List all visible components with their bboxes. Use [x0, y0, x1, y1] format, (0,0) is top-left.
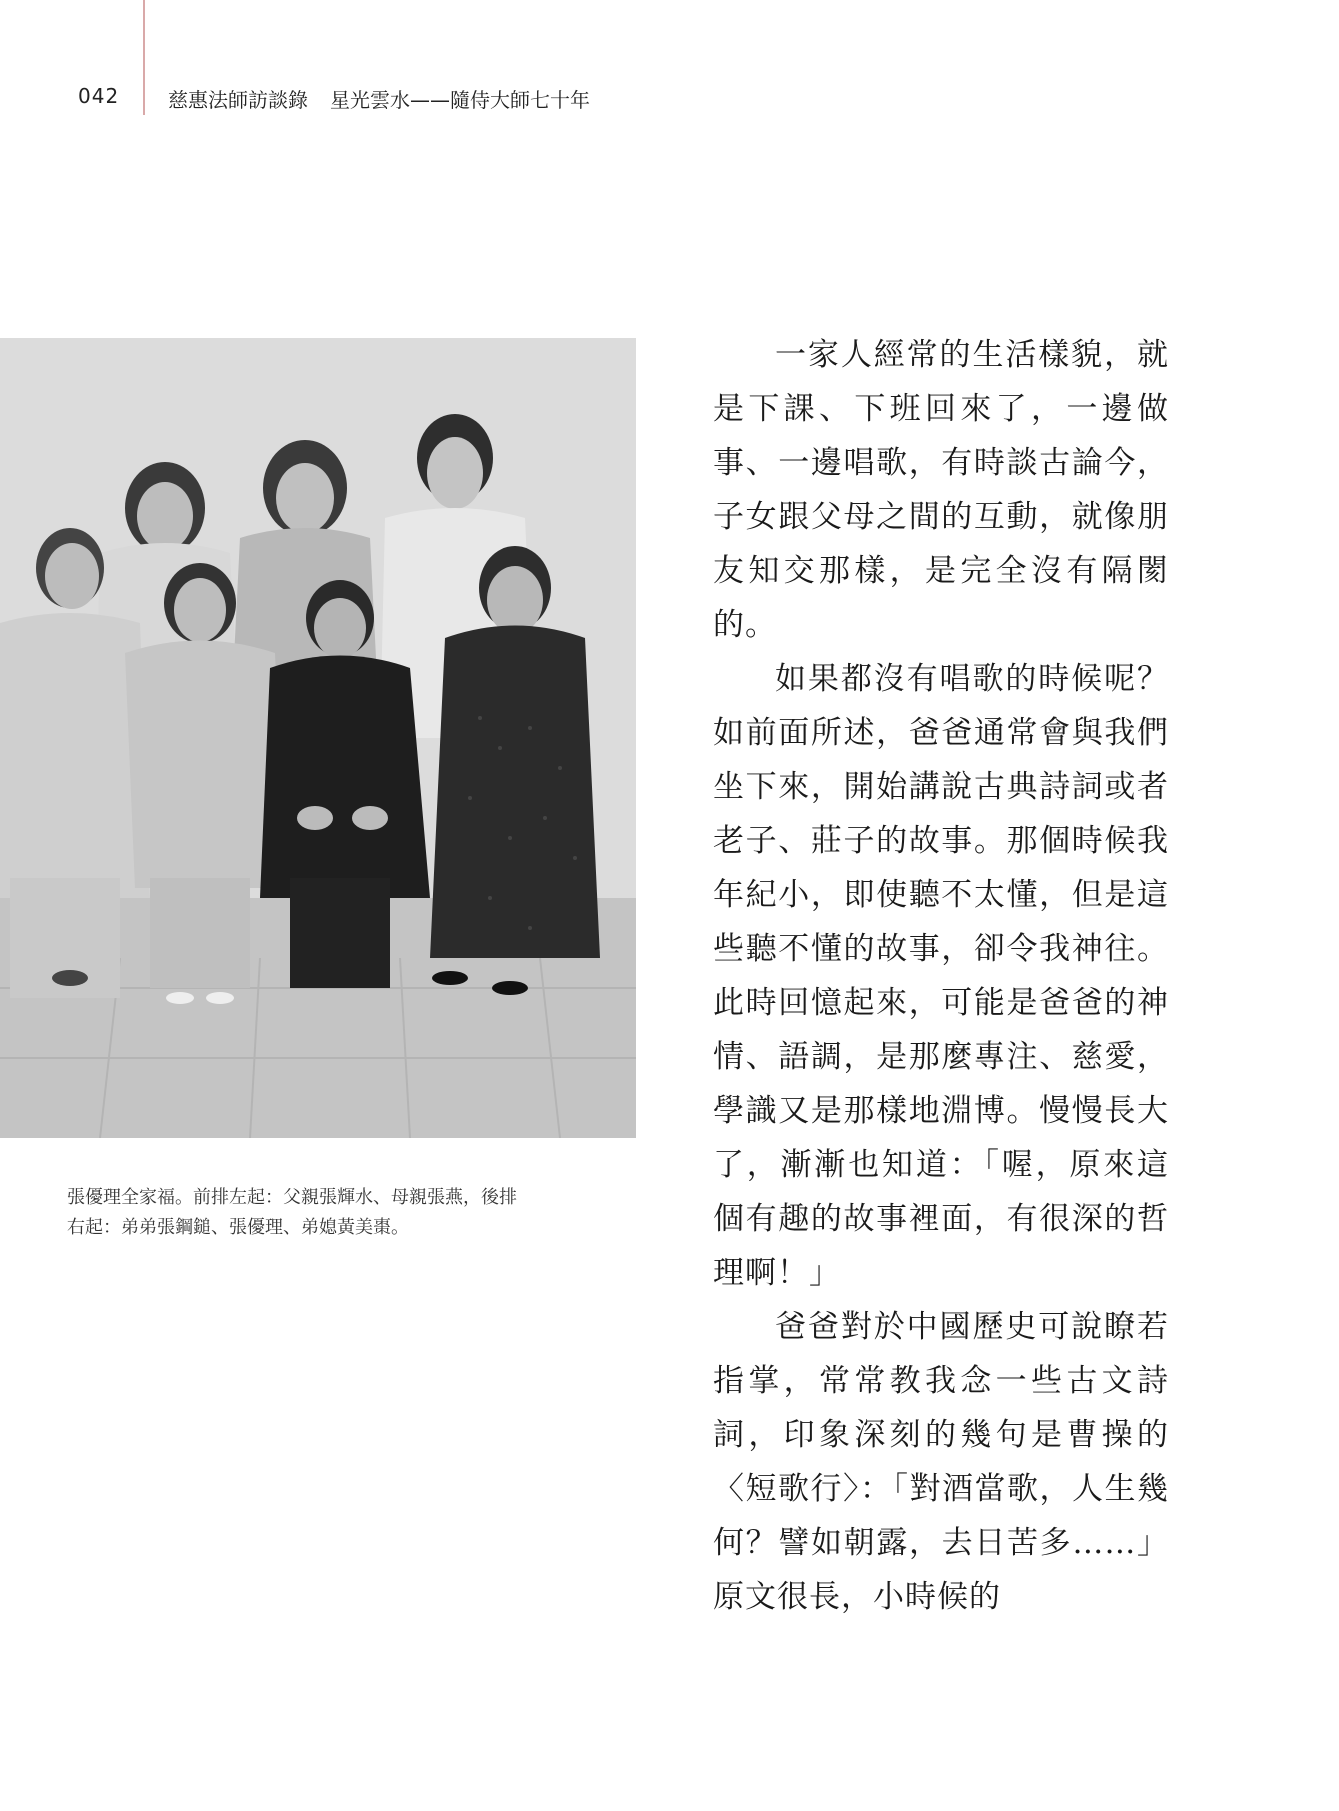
body-paragraph-2: 如果都沒有唱歌的時候呢？如前面所述，爸爸通常會與我們坐下來，開始講說古典詩詞或者老子、莊子的故事。那個時候我年紀小，即使聽不太懂，但是這些聽不懂的故事，卻令我神往。此時回憶起來，可能是爸爸的神情、語調，是那麼專注、慈愛，學識又是那樣地淵博。慢慢長大了，漸漸也知道：「喔，原來這個有趣的故事裡面，有很深的哲理啊！」 — [713, 661, 1169, 1291]
running-head-title — [168, 84, 590, 113]
family-photo-image — [0, 338, 636, 1138]
body-paragraph-3: 爸爸對於中國歷史可說瞭若指掌，常常教我念一些古文詩詞，印象深刻的幾句是曹操的〈短歌行〉：「對酒當歌，人生幾何？譬如朝露，去日苦多……」原文很長，小時候的 — [713, 1309, 1169, 1615]
family-photo — [0, 338, 636, 1138]
margin-rule — [143, 0, 145, 115]
page-number: 042 — [78, 84, 120, 108]
caption-line-2: 右起：弟弟張鋼鎚、張優理、弟媳黃美棗。 — [67, 1217, 409, 1238]
book-title-part2: 星光雲水——隨侍大師七十年 — [330, 88, 590, 112]
book-title-part1: 慈惠法師訪談錄 — [168, 88, 308, 112]
body-text — [713, 328, 1169, 1624]
caption-line-1: 張優理全家福。前排左起：父親張輝水、母親張燕，後排 — [67, 1187, 517, 1208]
body-paragraph-1: 一家人經常的生活樣貌，就是下課、下班回來了，一邊做事、一邊唱歌，有時談古論今，子女跟父母之間的互動，就像朋友知交那樣，是完全沒有隔閡的。 — [713, 337, 1169, 643]
photo-caption — [67, 1183, 642, 1243]
